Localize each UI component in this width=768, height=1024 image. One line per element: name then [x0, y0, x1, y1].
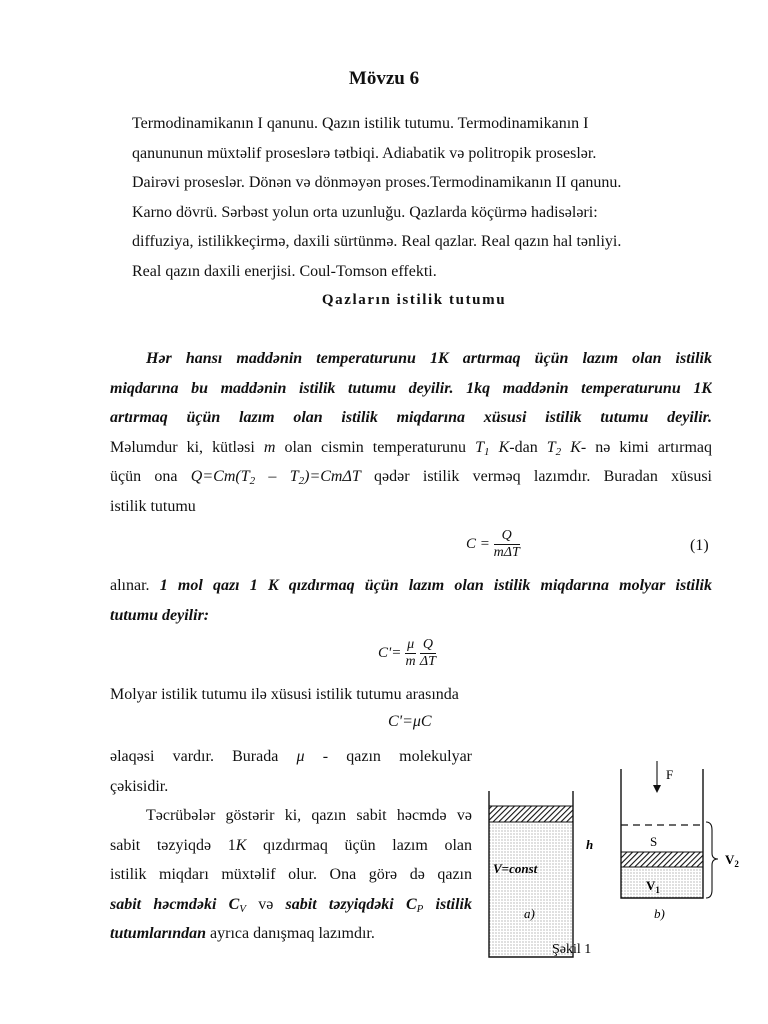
label-b: b) [654, 906, 665, 921]
intro-line: Dairəvi proseslər. Dönən və dönməyən proses.Termodinamikanın II qanunu. [132, 174, 622, 191]
text-line: çəkisidir. [110, 777, 169, 795]
text-line: sabit həcmdəki $C_V$ və sabit təzyiqdəki $C_P$ istilik [110, 895, 472, 915]
text-line: tutumu deyilir: [110, 606, 210, 624]
text-line: Təcrübələr göstərir ki, qazın sabit həcmdə və [146, 807, 472, 824]
height-label: h [586, 837, 594, 852]
container-b [586, 761, 739, 921]
force-label: F [666, 767, 674, 782]
text-line: sabit təzyiqdə 1K qızdırmaq üçün lazım olan [110, 836, 472, 854]
text-line: artırmaq üçün lazım olan istilik miqdarına xüsusi istilik tutumu deyilir. [110, 409, 712, 426]
intro-line: Real qazın daxili enerjisi. Coul-Tomson effekti. [132, 262, 437, 280]
intro-line: Karno dövrü. Sərbəst yolun orta uzunluğu. Qazlarda köçürmə hadisələri: [132, 203, 598, 221]
arrow-head-icon [653, 785, 661, 793]
text-line: üçün ona $Q=Cm(T_2 - T_2)=Cm\Delta T$ qədər istilik verməq lazımdır. Buradan xüsusi [110, 468, 712, 487]
intro-line: Termodinamikanın I qanunu. Qazın istilik tutumu. Termodinamikanın I [132, 115, 589, 132]
v2-label: $V_2$ [725, 852, 739, 869]
equation-number: (1) [690, 537, 709, 554]
text-line: Molyar istilik tutumu ilə xüsusi istilik tutumu arasında [110, 686, 459, 703]
text-line: istilik tutumu [110, 497, 196, 515]
topic-list [132, 109, 621, 286]
brace-v2 [706, 822, 718, 898]
container-a [489, 791, 573, 957]
gas-volume-a [489, 822, 573, 957]
text-line: alınar. 1 mol qazı 1 K qızdırmaq üçün lazım olan istilik miqdarına molyar istilik [110, 577, 712, 594]
text-line: Məlumdur ki, kütləsi m olan cismin temperaturunu $T_1$ K-dan $T_2$ K- nə kimi artırmaq [110, 438, 712, 458]
text-line: Hər hansı maddənin temperaturunu 1K artırmaq üçün lazım olan istilik [146, 350, 712, 367]
paragraph-molar [110, 571, 712, 630]
intro-line: qanununun müxtəlif proseslərə tətbiqi. Adiabatik və politropik proseslər. [132, 144, 597, 162]
page-title: Mövzu 6 [348, 68, 420, 89]
area-label: S [650, 834, 658, 849]
formula-molar-heat: C'= $\frac{\mu}{m}$ $\frac{Q}{\Delta T}$ [378, 637, 436, 669]
intro-line: diffuziya, istilikkeçirmə, daxili sürtünmə. Real qazlar. Real qazın hal tənliyi. [132, 233, 622, 250]
text-line: əlaqəsi vardır. Burada μ - qazın molekulyar [110, 748, 472, 765]
text-line: istilik miqdarı müxtəlif olur. Ona görə də qazın [110, 866, 472, 883]
formula-specific-heat: C = $\frac{Q}{\text{mΔT}}$ [466, 528, 520, 560]
figure-gas-containers [480, 755, 760, 965]
gas-volume-b [621, 868, 703, 898]
text-line: tutumlarından ayrıca danışmaq lazımdır. [110, 925, 375, 942]
paragraph-definition [110, 344, 712, 521]
vconst-label: V=const [493, 861, 538, 876]
formula-relation: C'=μC [388, 713, 432, 730]
text-line: miqdarına bu maddənin istilik tutumu deyilir. 1kq maddənin temperaturunu 1K [110, 379, 712, 397]
piston-b [621, 852, 703, 867]
section-heading: Qazların istilik tutumu [321, 292, 507, 308]
figure-caption: Şəkil 1 [552, 942, 592, 957]
paragraph-experiments [110, 742, 472, 949]
v1-label: $V_1$ [646, 878, 660, 895]
label-a: a) [524, 906, 535, 921]
lid-a [489, 806, 573, 822]
